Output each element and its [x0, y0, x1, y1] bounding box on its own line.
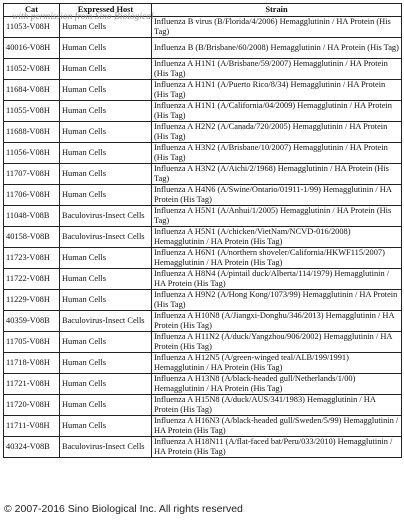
expressed-host-cell: Baculovirus-Insect Cells — [60, 437, 152, 458]
copyright-footer: © 2007-2016 Sino Biological Inc. All rights reserved — [4, 503, 243, 515]
strain-cell: Influenza A H5N1 (A/chicken/VietNam/NCVD-016/2008) Hemagglutinin / HA Protein (His Tag) — [152, 227, 402, 248]
cat-cell: 40016-V08H — [4, 38, 60, 59]
table-row — [4, 101, 402, 122]
strain-cell: Influenza A H8N4 (A/pintail duck/Alberta/114/1979) Hemagglutinin / HA Protein (His Tag) — [152, 269, 402, 290]
cat-cell: 11722-V08H — [4, 269, 60, 290]
strain-cell: Influenza A H3N2 (A/Brisbane/10/2007) Hemagglutinin / HA Protein (His Tag) — [152, 143, 402, 164]
table-row — [4, 227, 402, 248]
cat-cell: 11705-V08H — [4, 332, 60, 353]
cat-cell: 40324-V08B — [4, 437, 60, 458]
expressed-host-cell: Human Cells — [60, 269, 152, 290]
cat-cell: 11055-V08H — [4, 101, 60, 122]
expressed-host-cell: Baculovirus-Insect Cells — [60, 206, 152, 227]
cat-cell: 11711-V08H — [4, 416, 60, 437]
table-row — [4, 164, 402, 185]
strain-cell: Influenza A H10N8 (A/Jiangxi-Donghu/346/2013) Hemagglutinin / HA Protein (His Tag) — [152, 311, 402, 332]
expressed-host-cell: Baculovirus-Insect Cells — [60, 227, 152, 248]
expressed-host-cell: Human Cells — [60, 122, 152, 143]
expressed-host-cell: Human Cells — [60, 185, 152, 206]
strain-cell: Influenza B (B/Brisbane/60/2008) Hemagglutinin / HA Protein (His Tag) — [152, 38, 402, 59]
expressed-host-cell: Human Cells — [60, 59, 152, 80]
table-row — [4, 353, 402, 374]
cat-cell: 11684-V08H — [4, 80, 60, 101]
strain-cell: Influenza A H11N2 (A/duck/Yangzhou/906/2002) Hemagglutinin / HA Protein (His Tag) — [152, 332, 402, 353]
expressed-host-cell: Human Cells — [60, 164, 152, 185]
cat-cell: 40359-V08B — [4, 311, 60, 332]
strain-cell: Influenza A H1N1 (A/California/04/2009) Hemagglutinin / HA Protein (His Tag) — [152, 101, 402, 122]
strain-cell: Influenza A H2N2 (A/Canada/720/2005) Hemagglutinin / HA Protein (His Tag) — [152, 122, 402, 143]
expressed-host-cell: Human Cells — [60, 290, 152, 311]
expressed-host-cell: Human Cells — [60, 248, 152, 269]
table-row — [4, 143, 402, 164]
table-row — [4, 416, 402, 437]
strain-cell: Influenza A H18N11 (A/flat-faced bat/Peru/033/2010) Hemagglutinin / HA Protein (His Tag) — [152, 437, 402, 458]
table-body — [4, 17, 402, 458]
expressed-host-cell: Human Cells — [60, 143, 152, 164]
expressed-host-cell: Human Cells — [60, 353, 152, 374]
strain-cell: Influenza A H1N1 (A/Brisbane/59/2007) Hemagglutinin / HA Protein (His Tag) — [152, 59, 402, 80]
cat-cell: 40158-V08B — [4, 227, 60, 248]
cat-cell: 11056-V08H — [4, 143, 60, 164]
table-row — [4, 185, 402, 206]
expressed-host-cell: Human Cells — [60, 17, 152, 38]
strain-cell: Influenza A H3N2 (A/Aichi/2/1968) Hemagglutinin / HA Protein (His Tag) — [152, 164, 402, 185]
expressed-host-cell: Human Cells — [60, 38, 152, 59]
table-row — [4, 206, 402, 227]
cat-cell: 11707-V08H — [4, 164, 60, 185]
table-row — [4, 374, 402, 395]
strain-cell: Influenza A H12N5 (A/green-winged teal/ALB/199/1991) Hemagglutinin / HA Protein (His Tag) — [152, 353, 402, 374]
table-row — [4, 395, 402, 416]
strain-cell: Influenza A H5N1 (A/Anhui/1/2005) Hemagglutinin / HA Protein (His Tag) — [152, 206, 402, 227]
strain-cell: Influenza B virus (B/Florida/4/2006) Hemagglutinin / HA Protein (His Tag) — [152, 17, 402, 38]
table-row — [4, 290, 402, 311]
table-header-row — [4, 4, 402, 17]
cat-cell: 11052-V08H — [4, 59, 60, 80]
table-row — [4, 437, 402, 458]
column-header-expressed-host: Expressed Host — [60, 4, 152, 17]
cat-cell: 11721-V08H — [4, 374, 60, 395]
cat-cell: 11720-V08H — [4, 395, 60, 416]
strain-cell: Influenza A H16N3 (A/black-headed gull/Sweden/5/99) Hemagglutinin / HA Protein (His Tag) — [152, 416, 402, 437]
table-row — [4, 248, 402, 269]
table-row — [4, 38, 402, 59]
table-row — [4, 122, 402, 143]
cat-cell: 11723-V08H — [4, 248, 60, 269]
strain-cell: Influenza A H4N6 (A/Swine/Ontario/01911-1/99) Hemagglutinin / HA Protein (His Tag) — [152, 185, 402, 206]
strain-cell: Influenza A H13N8 (A/black-headed gull/Netherlands/1/00) Hemagglutinin / HA Protein (His Tag) — [152, 374, 402, 395]
table-row — [4, 17, 402, 38]
expressed-host-cell: Human Cells — [60, 80, 152, 101]
cat-cell: 11053-V08H — [4, 17, 60, 38]
watermark: with permission from Sino Biological — [12, 12, 154, 22]
cat-cell: 11706-V08H — [4, 185, 60, 206]
cat-cell: 11688-V08H — [4, 122, 60, 143]
expressed-host-cell: Human Cells — [60, 395, 152, 416]
strain-cell: Influenza A H1N1 (A/Puerto Rico/8/34) Hemagglutinin / HA Protein (His Tag) — [152, 80, 402, 101]
column-header-strain: Strain — [152, 4, 402, 17]
strain-table — [3, 3, 402, 458]
expressed-host-cell: Human Cells — [60, 332, 152, 353]
table-row — [4, 59, 402, 80]
expressed-host-cell: Baculovirus-Insect Cells — [60, 311, 152, 332]
cat-cell: 11048-V08B — [4, 206, 60, 227]
expressed-host-cell: Human Cells — [60, 101, 152, 122]
table-row — [4, 80, 402, 101]
expressed-host-cell: Human Cells — [60, 374, 152, 395]
strain-cell: Influenza A H6N1 (A/northern shoveler/California/HKWF115/2007) Hemagglutinin / HA Protein (His Tag) — [152, 248, 402, 269]
cat-cell: 11229-V08H — [4, 290, 60, 311]
strain-cell: Influenza A H15N8 (A/duck/AUS/341/1983) Hemagglutinin / HA Protein (His Tag) — [152, 395, 402, 416]
table-row — [4, 269, 402, 290]
expressed-host-cell: Human Cells — [60, 416, 152, 437]
strain-cell: Influenza A H9N2 (A/Hong Kong/1073/99) Hemagglutinin / HA Protein (His Tag) — [152, 290, 402, 311]
table-row — [4, 332, 402, 353]
cat-cell: 11718-V08H — [4, 353, 60, 374]
table-row — [4, 311, 402, 332]
column-header-cat: Cat — [4, 4, 60, 17]
